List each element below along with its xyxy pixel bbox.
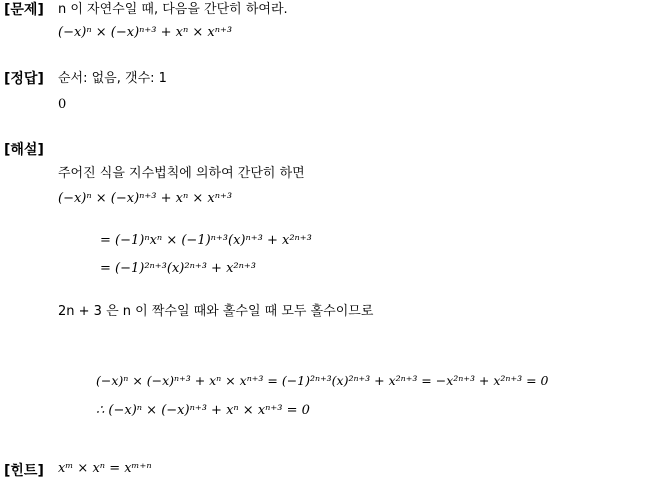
answer-order-count: 순서: 없음, 갯수: 1 [58,71,167,86]
solution-conclusion: ∴ (−x)ⁿ × (−x)ⁿ⁺³ + xⁿ × xⁿ⁺³ = 0 [96,403,310,418]
answer-value: 0 [58,97,67,112]
solution-parity-note: 2n + 3 은 n 이 짝수일 때와 홀수일 때 모두 홀수이므로 [58,304,374,319]
problem-statement: n 이 자연수일 때, 다음을 간단히 하여라. [58,2,288,17]
answer-label: [정답] [4,71,44,87]
solution-intro: 주어진 식을 지수법칙에 의하여 간단히 하면 [58,166,305,181]
hint-expression: xᵐ × xⁿ = xᵐ⁺ⁿ [58,461,152,476]
problem-label: [문제] [4,2,44,18]
solution-step-1: = (−1)ⁿxⁿ × (−1)ⁿ⁺³(x)ⁿ⁺³ + x²ⁿ⁺³ [100,233,312,248]
problem-expression: (−x)ⁿ × (−x)ⁿ⁺³ + xⁿ × xⁿ⁺³ [58,25,233,40]
hint-label: [힌트] [4,463,44,479]
solution-label: [해설] [4,142,44,158]
solution-step-2: = (−1)²ⁿ⁺³(x)²ⁿ⁺³ + x²ⁿ⁺³ [100,261,256,276]
solution-expression: (−x)ⁿ × (−x)ⁿ⁺³ + xⁿ × xⁿ⁺³ [58,191,233,206]
solution-full-equation: (−x)ⁿ × (−x)ⁿ⁺³ + xⁿ × xⁿ⁺³ = (−1)²ⁿ⁺³(x)²ⁿ⁺³ + x²ⁿ⁺³ = −x²ⁿ⁺³ + x²ⁿ⁺³ = 0 [96,373,549,388]
